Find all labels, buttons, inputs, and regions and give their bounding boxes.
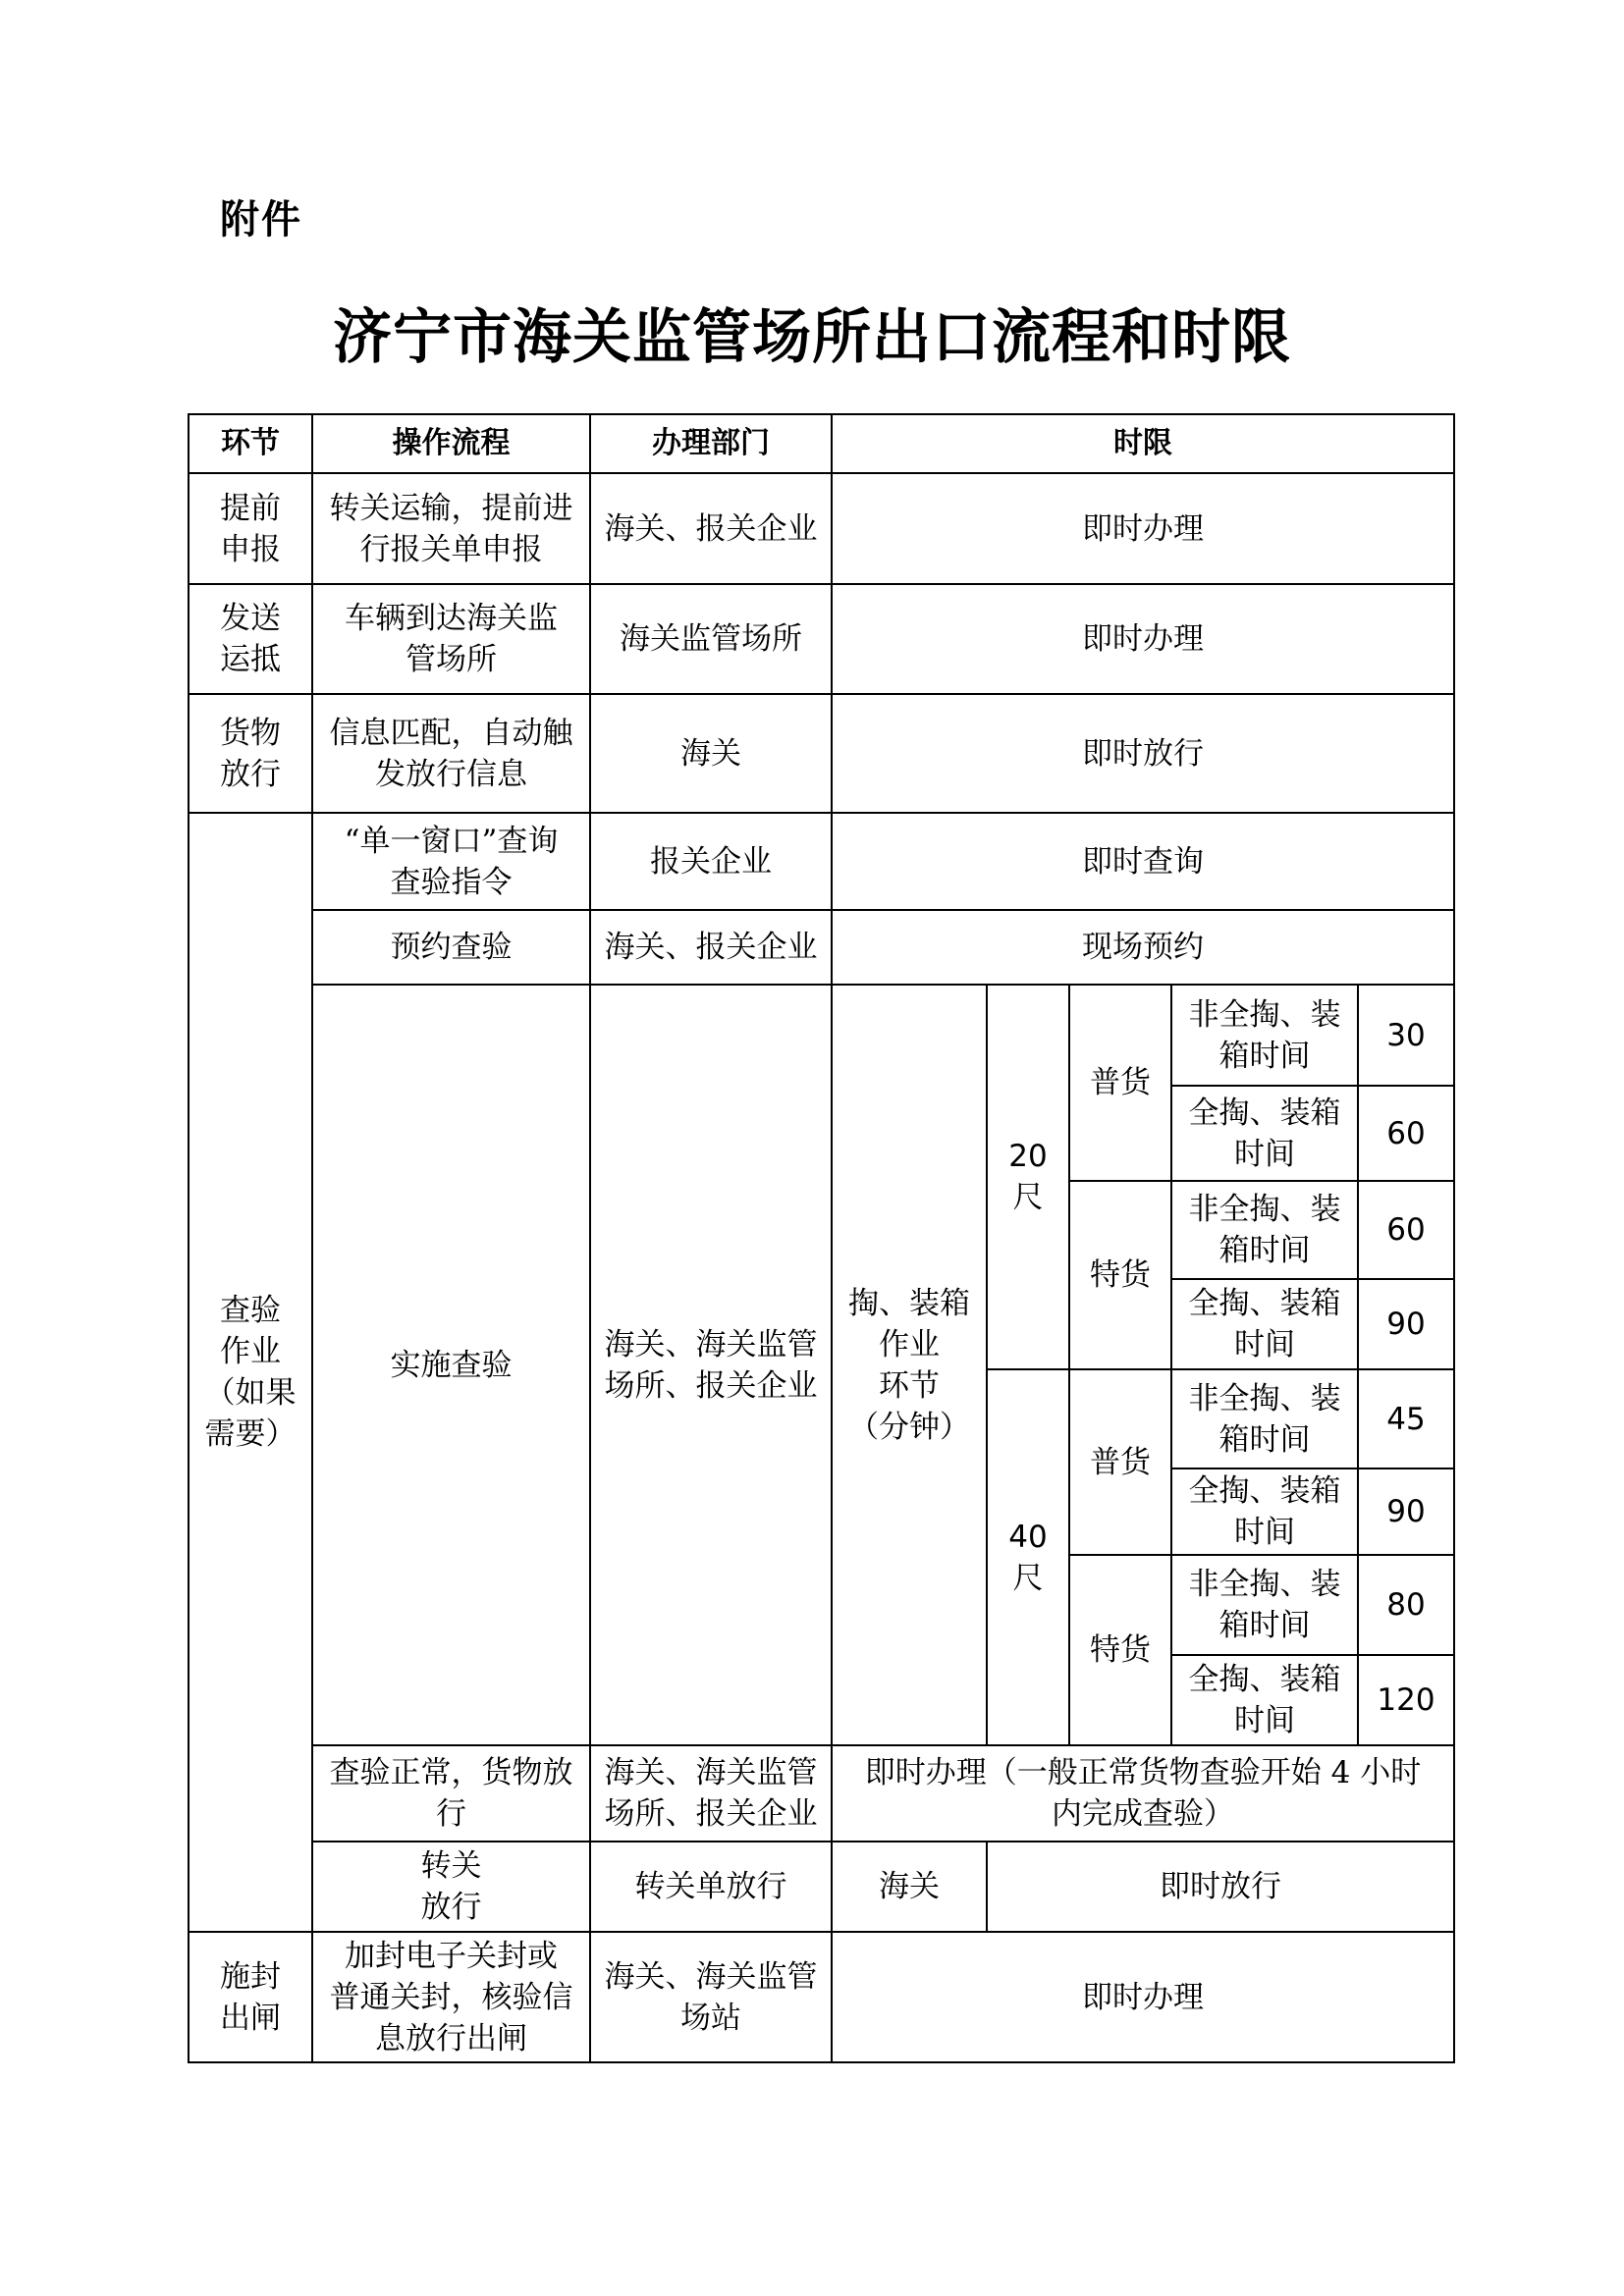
minutes-cell: 60 [1358, 1086, 1454, 1181]
process-cell: 转关单放行 [590, 1842, 832, 1932]
minutes-cell: 30 [1358, 985, 1454, 1086]
department-cell: 海关、海关监管 场所、报关企业 [590, 985, 832, 1745]
table-row [189, 813, 1454, 910]
minutes-cell: 90 [1358, 1279, 1454, 1369]
table-row [189, 1932, 1454, 2062]
operation-cell: 非全掏、装 箱时间 [1171, 1369, 1358, 1468]
process-table [188, 413, 1455, 2063]
header-time-limit: 时限 [832, 414, 1454, 473]
container-size-cell: 20 尺 [987, 985, 1069, 1369]
process-cell: 实施查验 [312, 985, 590, 1745]
stage-cell: 提前 申报 [189, 473, 312, 584]
section-label-cell: 掏、装箱 作业 环节 （分钟） [832, 985, 987, 1745]
process-cell: 转关运输，提前进 行报关单申报 [312, 473, 590, 584]
time-limit-cell: 即时放行 [987, 1842, 1454, 1932]
container-size-cell: 40 尺 [987, 1369, 1069, 1745]
page-title: 济宁市海关监管场所出口流程和时限 [333, 303, 1291, 372]
operation-cell: 全掏、装箱 时间 [1171, 1655, 1358, 1745]
stage-cell: 查验 作业 （如果 需要） [189, 813, 312, 1932]
stage-cell: 施封 出闸 [189, 1932, 312, 2062]
minutes-cell: 45 [1358, 1369, 1454, 1468]
operation-cell: 全掏、装箱 时间 [1171, 1279, 1358, 1369]
department-cell: 海关 [590, 694, 832, 813]
cargo-type-cell: 普货 [1069, 985, 1171, 1181]
department-cell: 海关、报关企业 [590, 473, 832, 584]
operation-cell: 非全掏、装 箱时间 [1171, 985, 1358, 1086]
header-stage: 环节 [189, 414, 312, 473]
attachment-label: 附件 [220, 197, 302, 242]
process-cell: 信息匹配，自动触 发放行信息 [312, 694, 590, 813]
table-row [189, 985, 1454, 1086]
time-limit-cell: 即时办理 [832, 473, 1454, 584]
process-cell: 预约查验 [312, 910, 590, 985]
table-row [189, 694, 1454, 813]
operation-cell: 非全掏、装 箱时间 [1171, 1181, 1358, 1279]
header-process: 操作流程 [312, 414, 590, 473]
cargo-type-cell: 普货 [1069, 1369, 1171, 1555]
table-row [189, 584, 1454, 694]
time-limit-cell: 即时查询 [832, 813, 1454, 910]
time-limit-cell: 即时办理 [832, 584, 1454, 694]
time-limit-cell: 即时办理 [832, 1932, 1454, 2062]
stage-cell: 发送 运抵 [189, 584, 312, 694]
department-cell: 海关监管场所 [590, 584, 832, 694]
table-row [189, 1745, 1454, 1842]
stage-cell: 货物 放行 [189, 694, 312, 813]
process-cell: 车辆到达海关监 管场所 [312, 584, 590, 694]
header-department: 办理部门 [590, 414, 832, 473]
minutes-cell: 60 [1358, 1181, 1454, 1279]
operation-cell: 全掏、装箱 时间 [1171, 1086, 1358, 1181]
minutes-cell: 80 [1358, 1555, 1454, 1655]
table-row [189, 910, 1454, 985]
process-cell: 加封电子关封或 普通关封，核验信 息放行出闸 [312, 1932, 590, 2062]
operation-cell: 非全掏、装 箱时间 [1171, 1555, 1358, 1655]
table-row [189, 1842, 1454, 1932]
department-cell: 报关企业 [590, 813, 832, 910]
cargo-type-cell: 特货 [1069, 1181, 1171, 1369]
time-limit-cell: 现场预约 [832, 910, 1454, 985]
operation-cell: 全掏、装箱 时间 [1171, 1468, 1358, 1555]
minutes-cell: 90 [1358, 1468, 1454, 1555]
department-cell: 海关、海关监管 场站 [590, 1932, 832, 2062]
department-cell: 海关 [832, 1842, 987, 1932]
cargo-type-cell: 特货 [1069, 1555, 1171, 1745]
stage-cell: 转关 放行 [312, 1842, 590, 1932]
time-limit-cell: 即时放行 [832, 694, 1454, 813]
time-limit-cell: 即时办理（一般正常货物查验开始 4 小时 内完成查验） [832, 1745, 1454, 1842]
department-cell: 海关、报关企业 [590, 910, 832, 985]
department-cell: 海关、海关监管 场所、报关企业 [590, 1745, 832, 1842]
minutes-cell: 120 [1358, 1655, 1454, 1745]
process-cell: 查验正常，货物放 行 [312, 1745, 590, 1842]
table-row [189, 473, 1454, 584]
process-cell: “单一窗口”查询 查验指令 [312, 813, 590, 910]
